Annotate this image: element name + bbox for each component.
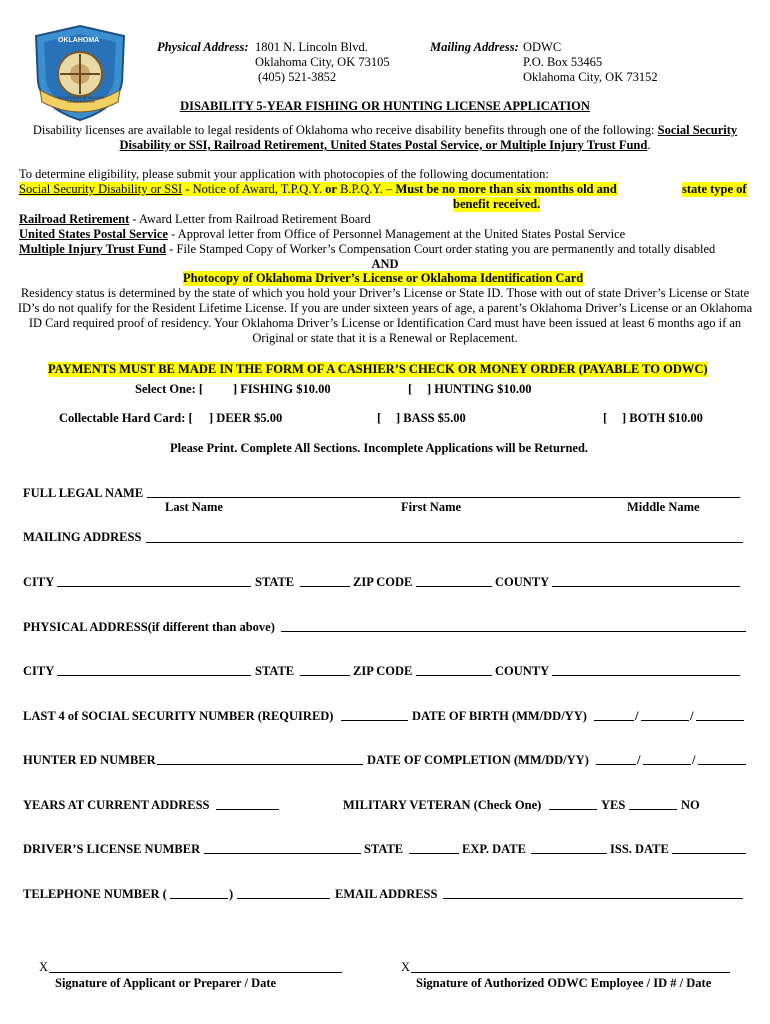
county-input-2[interactable]	[552, 675, 740, 676]
usps-label: United States Postal Service	[19, 227, 168, 241]
zip-label-2: ZIP CODE	[353, 664, 413, 678]
intro-programs-1: Social Security	[657, 123, 738, 137]
railroad-label: Railroad Retirement	[19, 212, 130, 226]
state-input-2[interactable]	[300, 675, 350, 676]
zip-input[interactable]	[416, 586, 492, 587]
veteran-yes-label: YES	[601, 798, 626, 812]
zip-input-2[interactable]	[416, 675, 492, 676]
intro-paragraph	[14, 123, 756, 153]
physical-address-line-3: (405) 521-3852	[258, 70, 337, 84]
intro-programs-2: Disability or SSI, Railroad Retirement, United States Postal Service, or Multiple Injury Trust Fund	[119, 138, 648, 152]
physical-address-field-label: PHYSICAL ADDRESS(if different than above)	[23, 620, 275, 634]
full-legal-name-input[interactable]	[147, 497, 740, 498]
county-label: COUNTY	[495, 575, 550, 589]
exp-date-label: EXP. DATE	[462, 842, 526, 856]
dob-month-input[interactable]	[594, 720, 634, 721]
phone-close-paren: )	[229, 887, 234, 901]
first-name-label: First Name	[401, 500, 462, 514]
fishing-checkbox[interactable]	[210, 382, 232, 397]
ssn-input[interactable]	[341, 720, 408, 721]
email-label: EMAIL ADDRESS	[335, 887, 438, 901]
completion-year-input[interactable]	[698, 764, 746, 765]
city-label: CITY	[23, 575, 55, 589]
deer-checkbox[interactable]	[196, 411, 210, 426]
and-text: AND	[371, 257, 399, 271]
iss-date-label: ISS. DATE	[610, 842, 669, 856]
physical-address-line-1: 1801 N. Lincoln Blvd.	[255, 40, 368, 54]
payments-notice: PAYMENTS MUST BE MADE IN THE FORM OF A CASHIER’S CHECK OR MONEY ORDER (PAYABLE TO ODWC)	[48, 362, 708, 376]
hunter-ed-label: HUNTER ED NUMBER	[23, 753, 156, 767]
physical-address-label: Physical Address:	[157, 40, 249, 54]
both-open-bracket: [	[603, 411, 608, 425]
veteran-no-label: NO	[681, 798, 700, 812]
mailing-address-input[interactable]	[146, 542, 743, 543]
dob-label: DATE OF BIRTH (MM/DD/YY)	[412, 709, 587, 723]
iss-date-input[interactable]	[672, 853, 746, 854]
employee-signature-input[interactable]	[411, 972, 730, 973]
mailing-address-label: Mailing Address:	[430, 40, 519, 54]
exp-date-input[interactable]	[531, 853, 607, 854]
bass-open-bracket: [	[377, 411, 382, 425]
phone-number-input[interactable]	[237, 898, 330, 899]
hunting-checkbox[interactable]	[414, 382, 428, 397]
completion-slash-2: /	[692, 753, 696, 767]
applicant-signature-x: X	[39, 960, 49, 974]
dob-slash-2: /	[690, 709, 694, 723]
completion-month-input[interactable]	[596, 764, 636, 765]
ssi-text: - Notice of Award, T.P.Q.Y.	[182, 182, 326, 196]
ssi-label: Social Security Disability or SSI	[19, 182, 183, 196]
ssi-text-2: B.P.Q.Y. –	[336, 182, 396, 196]
county-label-2: COUNTY	[495, 664, 550, 678]
both-option: ] BOTH $10.00	[622, 411, 703, 425]
logo-bottom-text: DEPARTMENT OF WILDLIFE CONSERVATION	[57, 96, 105, 104]
applicant-signature-label: Signature of Applicant or Preparer / Date	[55, 976, 277, 990]
phone-area-code-input[interactable]	[170, 898, 228, 899]
mailing-address-line-3: Oklahoma City, OK 73152	[523, 70, 658, 84]
print-note: Please Print. Complete All Sections. Incomplete Applications will be Returned.	[170, 441, 589, 455]
state-label: STATE	[255, 575, 295, 589]
hard-card-label: Collectable Hard Card: [	[59, 411, 193, 425]
city-input-2[interactable]	[57, 675, 251, 676]
residency-paragraph: Residency status is determined by the state of which you hold your Driver’s License or State ID. Those with out of state Driver’s License or State ID’s do not qualify for the Resident Lifetime License. If you are under sixteen years of age, a parent’s Oklahoma Driver’s License or an Oklahoma ID Card required proof of residency. Your Oklahoma Driver’s License or Identification Card must have been issued at least 6 months ago if an Original or state that it is a Renewal or Replacement.	[17, 286, 753, 345]
city-label-2: CITY	[23, 664, 55, 678]
zip-label: ZIP CODE	[353, 575, 413, 589]
dl-label: DRIVER’S LICENSE NUMBER	[23, 842, 201, 856]
applicant-signature-input[interactable]	[49, 972, 342, 973]
ssi-bold: Must be no more than six months old and	[395, 182, 617, 196]
years-label: YEARS AT CURRENT ADDRESS	[23, 798, 210, 812]
select-one-label: Select One: [	[135, 382, 204, 396]
usps-line	[19, 227, 625, 242]
dl-input[interactable]	[204, 853, 361, 854]
ssi-line-2: benefit received.	[453, 197, 541, 211]
logo-top-text: OKLAHOMA	[58, 37, 100, 44]
last-name-label: Last Name	[165, 500, 223, 514]
ssi-or: or	[325, 182, 337, 196]
railroad-text: - Award Letter from Railroad Retirement Board	[129, 212, 371, 226]
hunting-open-bracket: [	[408, 382, 413, 396]
full-legal-name-label: FULL LEGAL NAME	[23, 486, 144, 500]
mailing-address-line-2: P.O. Box 53465	[523, 55, 603, 69]
dl-state-label: STATE	[364, 842, 404, 856]
mailing-address-field-label: MAILING ADDRESS	[23, 530, 142, 544]
both-checkbox[interactable]	[609, 411, 623, 426]
physical-address-line-2: Oklahoma City, OK 73105	[255, 55, 390, 69]
railroad-line	[19, 212, 371, 227]
dl-state-input[interactable]	[409, 853, 459, 854]
mitf-text: - File Stamped Copy of Worker’s Compensation Court order stating you are permanently and totally disabled	[166, 242, 716, 256]
completion-day-input[interactable]	[643, 764, 691, 765]
deer-option: ] DEER $5.00	[209, 411, 283, 425]
mailing-address-line-1: ODWC	[523, 40, 562, 54]
email-input[interactable]	[443, 898, 743, 899]
eligibility-intro: To determine eligibility, please submit your application with photocopies of the following documentation:	[19, 167, 549, 181]
form-title: DISABILITY 5-YEAR FISHING OR HUNTING LICENSE APPLICATION	[180, 99, 590, 113]
hunter-ed-input[interactable]	[157, 764, 363, 765]
physical-address-input[interactable]	[281, 631, 746, 632]
veteran-yes-input[interactable]	[549, 809, 597, 810]
mitf-label: Multiple Injury Trust Fund	[19, 242, 167, 256]
employee-signature-label: Signature of Authorized ODWC Employee / ID # / Date	[416, 976, 712, 990]
city-input[interactable]	[57, 586, 251, 587]
intro-text: Disability licenses are available to legal residents of Oklahoma who receive disability benefits through one of the following:	[32, 123, 658, 137]
ssn-label: LAST 4 of SOCIAL SECURITY NUMBER (REQUIRED)	[23, 709, 334, 723]
intro-end: .	[647, 138, 651, 152]
fishing-option: ] FISHING $10.00	[233, 382, 331, 396]
hunting-option: ] HUNTING $10.00	[427, 382, 532, 396]
mitf-line	[19, 242, 715, 257]
middle-name-label: Middle Name	[627, 500, 700, 514]
bass-option: ] BASS $5.00	[396, 411, 466, 425]
county-input[interactable]	[552, 586, 740, 587]
dob-slash-1: /	[635, 709, 639, 723]
photocopy-text: Photocopy of Oklahoma Driver’s License or Oklahoma Identification Card	[183, 271, 584, 285]
completion-label: DATE OF COMPLETION (MM/DD/YY)	[367, 753, 589, 767]
dob-day-input[interactable]	[641, 720, 689, 721]
employee-signature-x: X	[401, 960, 411, 974]
state-input[interactable]	[300, 586, 350, 587]
veteran-label: MILITARY VETERAN (Check One)	[343, 798, 542, 812]
completion-slash-1: /	[637, 753, 641, 767]
state-label-2: STATE	[255, 664, 295, 678]
dob-year-input[interactable]	[696, 720, 744, 721]
bass-checkbox[interactable]	[383, 411, 397, 426]
ssi-tail: state type of	[682, 182, 747, 196]
veteran-no-input[interactable]	[629, 809, 677, 810]
phone-label: TELEPHONE NUMBER (	[23, 887, 167, 901]
usps-text: - Approval letter from Office of Personnel Management at the United States Postal Service	[167, 227, 626, 241]
years-input[interactable]	[216, 809, 279, 810]
ssi-line-1	[19, 182, 617, 197]
